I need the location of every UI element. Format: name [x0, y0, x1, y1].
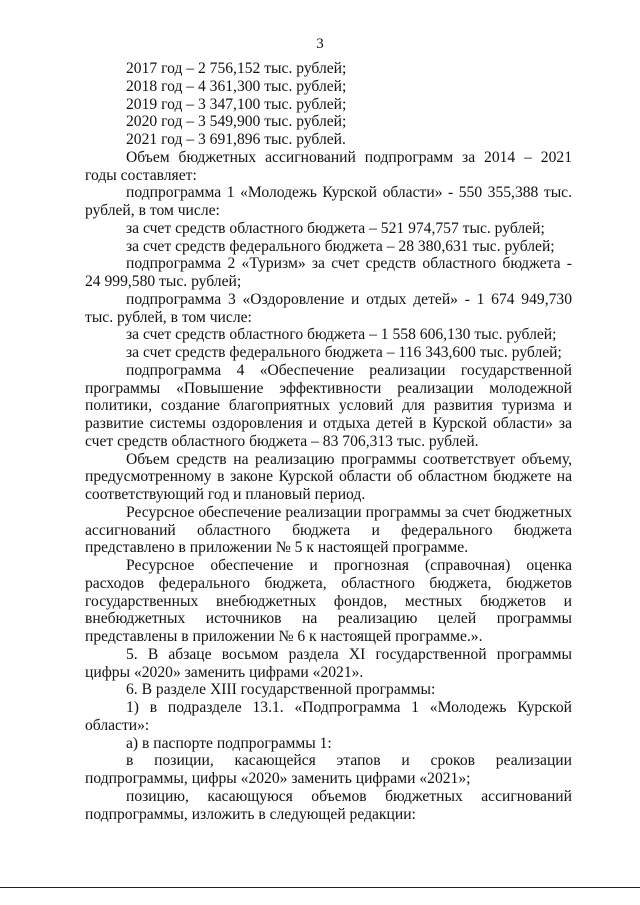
paragraph: Объем средств на реализацию программы соответствует объему, предусмотренному в законе Курской области об областном бюджете на соответствующий год и плановый период. — [85, 450, 572, 503]
paragraph: Ресурсное обеспечение и прогнозная (справочная) оценка расходов федерального бюджета, областного бюджета, бюджетов государственных внебюджетных фондов, местных бюджетов и внебюджетных источников на реализацию целей программы представлены в приложении № 6 к настоящей программе.». — [85, 557, 572, 645]
paragraph: Объем бюджетных ассигнований подпрограмм за 2014 – 2021 годы составляет: — [85, 148, 572, 184]
paragraph: Ресурсное обеспечение реализации программы за счет бюджетных ассигнований областного бюджета и федерального бюджета представлено в приложении № 5 к настоящей программе. — [85, 503, 572, 557]
paragraph: в позиции, касающейся этапов и сроков реализации подпрограммы, цифры «2020» заменить цифрами «2021»; — [85, 752, 572, 787]
page-number: 3 — [316, 36, 324, 52]
paragraph: подпрограмма 2 «Туризм» за счет средств областного бюджета - 24 999,580 тыс. рублей; — [85, 255, 572, 290]
paragraph: 6. В разделе XIII государственной программы: — [126, 681, 436, 699]
paragraph: 2021 год – 3 691,896 тыс. рублей. — [126, 131, 346, 148]
paragraph: 5. В абзаце восьмом раздела XI государственной программы цифры «2020» заменить цифрами «2021». — [85, 645, 572, 681]
paragraph: а) в паспорте подпрограммы 1: — [126, 734, 332, 752]
document-body — [85, 60, 572, 823]
paragraph: 2017 год – 2 756,152 тыс. рублей; — [126, 60, 347, 77]
paragraph: за счет средств федерального бюджета – 116 343,600 тыс. рублей; — [126, 344, 562, 361]
paragraph: за счет средств областного бюджета – 521 974,757 тыс. рублей; — [126, 219, 545, 237]
paragraph: подпрограмма 1 «Молодежь Курской области» - 550 355,388 тыс. рублей, в том числе: — [85, 184, 572, 219]
paragraph: за счет средств областного бюджета – 1 558 606,130 тыс. рублей; — [126, 326, 557, 344]
paragraph: подпрограмма 4 «Обеспечение реализации государственной программы «Повышение эффективности реализации молодежной политики, создание благоприятных условий для развития туризма и развитие системы оздоровления и отдыха детей в Курской области» за счет средств областного бюджета – 83 706,313 тыс. рублей. — [85, 361, 572, 450]
paragraph: позицию, касающуюся объемов бюджетных ассигнований подпрограммы, изложить в следующей редакции: — [85, 787, 572, 823]
paragraph: 1) в подразделе 13.1. «Подпрограмма 1 «Молодежь Курской области»: — [85, 699, 572, 734]
paragraph: подпрограмма 3 «Оздоровление и отдых детей» - 1 674 949,730 тыс. рублей, в том числе: — [85, 290, 572, 326]
paragraph: 2020 год – 3 549,900 тыс. рублей; — [126, 113, 347, 131]
paragraph: 2019 год – 3 347,100 тыс. рублей; — [126, 95, 347, 113]
paragraph: 2018 год – 4 361,300 тыс. рублей; — [126, 77, 347, 95]
paragraph: за счет средств федерального бюджета – 28 380,631 тыс. рублей; — [126, 237, 555, 255]
scan-edge-line — [0, 887, 640, 888]
